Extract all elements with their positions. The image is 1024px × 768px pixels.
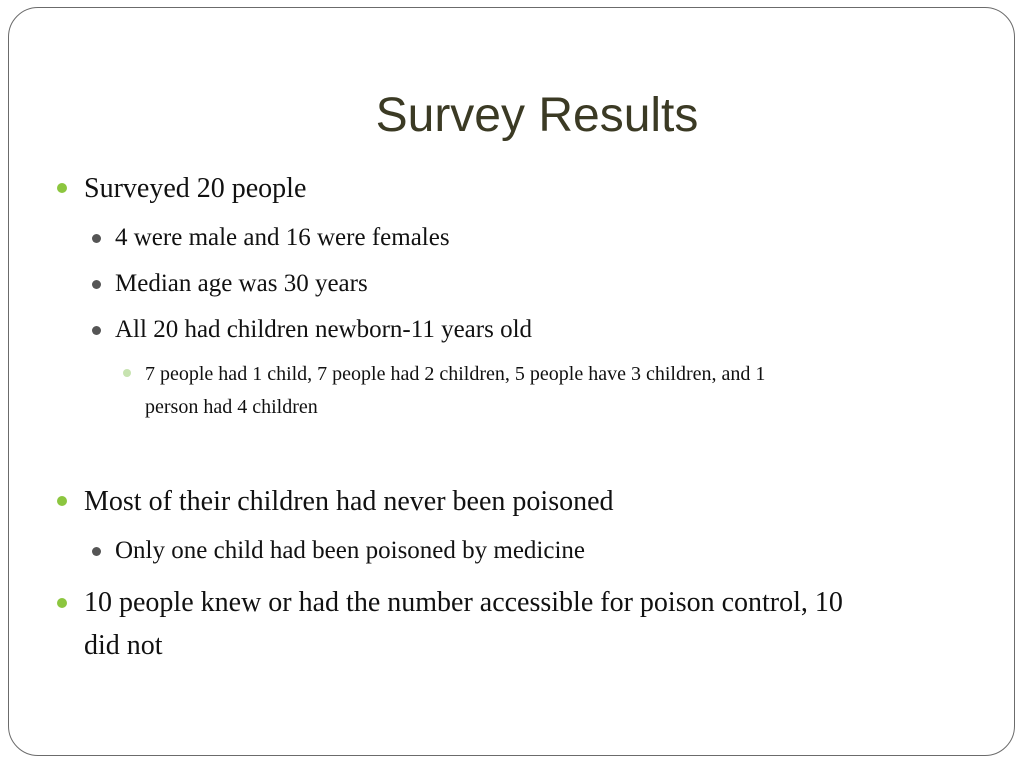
bullet-poison-control-line2: did not xyxy=(84,630,163,661)
bullet-children-age: All 20 had children newborn-11 years old xyxy=(115,316,533,343)
bullet-child-count-line1: 7 people had 1 child, 7 people had 2 children, 5 people have 3 children, and 1 xyxy=(145,363,766,385)
bullet-poison-control-line1: 10 people knew or had the number accessible for poison control, 10 xyxy=(84,587,843,618)
bullet-never-poisoned: Most of their children had never been poisoned xyxy=(84,486,614,517)
level1-bullet-dot xyxy=(57,183,67,193)
level1-bullet-dot xyxy=(57,598,67,608)
level2-bullet-dot xyxy=(92,326,101,335)
slide-title: Survey Results xyxy=(375,89,699,142)
level2-bullet-dot xyxy=(92,234,101,243)
level2-bullet-dot xyxy=(92,547,101,556)
bullet-gender: 4 were male and 16 were females xyxy=(115,224,450,251)
level1-bullet-dot xyxy=(57,496,67,506)
bullet-surveyed: Surveyed 20 people xyxy=(84,173,307,204)
bullet-age: Median age was 30 years xyxy=(115,270,368,297)
bullet-one-child-poisoned: Only one child had been poisoned by medicine xyxy=(115,537,586,564)
bullet-child-count-line2: person had 4 children xyxy=(145,396,318,418)
level2-bullet-dot xyxy=(92,280,101,289)
level3-bullet-dot xyxy=(123,369,131,377)
